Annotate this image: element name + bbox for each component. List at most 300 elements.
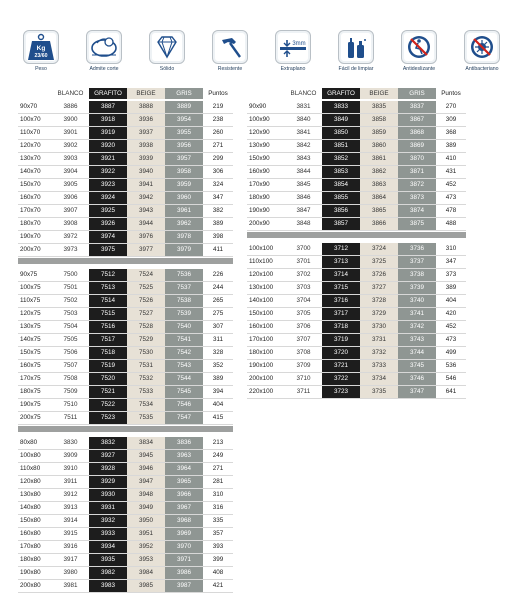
cell-gris: 3969 xyxy=(165,528,203,540)
cell-gris: 7541 xyxy=(165,334,203,346)
row-size: 90x70 xyxy=(20,103,38,110)
cell-gris: 3970 xyxy=(165,541,203,553)
cell-grafito: 3713 xyxy=(322,256,360,268)
cell-blanco: 3844 xyxy=(285,166,322,178)
row-size: 220x100 xyxy=(249,388,274,395)
table-row xyxy=(247,269,466,281)
table-row xyxy=(18,437,233,449)
cell-blanco: 3905 xyxy=(52,179,89,191)
cell-puntos: 324 xyxy=(203,179,233,191)
cell-beige: 3985 xyxy=(127,580,165,592)
cell-grafito: 3849 xyxy=(322,114,360,126)
row-size: 160x80 xyxy=(20,530,41,537)
cell-beige: 3728 xyxy=(360,295,398,307)
cell-beige: 3835 xyxy=(360,101,398,113)
header-puntos: Puntos xyxy=(441,90,461,97)
cell-blanco: 3702 xyxy=(285,269,322,281)
cell-blanco: 3707 xyxy=(285,334,322,346)
group-separator xyxy=(18,258,233,264)
row-size: 160x90 xyxy=(249,168,270,175)
cell-puntos: 478 xyxy=(436,205,466,217)
cell-beige: 3834 xyxy=(127,437,165,449)
cell-grafito: 3715 xyxy=(322,282,360,294)
cell-beige: 7534 xyxy=(127,399,165,411)
cell-puntos: 431 xyxy=(436,166,466,178)
row-size: 150x75 xyxy=(20,349,41,356)
cell-beige: 3725 xyxy=(360,256,398,268)
cell-gris: 3837 xyxy=(398,101,436,113)
table-row xyxy=(18,463,233,475)
cell-gris: 7538 xyxy=(165,295,203,307)
cell-puntos: 404 xyxy=(436,295,466,307)
cell-beige: 3938 xyxy=(127,140,165,152)
cell-puntos: 309 xyxy=(436,114,466,126)
cell-grafito: 3718 xyxy=(322,321,360,333)
row-size: 130x100 xyxy=(249,284,274,291)
cell-gris: 7547 xyxy=(165,412,203,424)
cell-puntos: 270 xyxy=(436,101,466,113)
cell-gris: 7537 xyxy=(165,282,203,294)
cell-beige: 3977 xyxy=(127,244,165,256)
table-row xyxy=(18,127,233,139)
cell-blanco: 3830 xyxy=(52,437,89,449)
table-row xyxy=(18,179,233,191)
cell-blanco: 7509 xyxy=(52,386,89,398)
header-beige: BEIGE xyxy=(127,88,165,99)
table-row xyxy=(18,541,233,553)
feature-resistant xyxy=(205,30,255,72)
cell-blanco: 3908 xyxy=(52,218,89,230)
cell-beige: 7530 xyxy=(127,347,165,359)
header-gris: GRIS xyxy=(398,88,436,99)
hammer-icon xyxy=(212,30,248,64)
cell-beige: 3939 xyxy=(127,153,165,165)
cell-beige: 3941 xyxy=(127,179,165,191)
cell-puntos: 307 xyxy=(203,321,233,333)
row-size: 180x80 xyxy=(20,556,41,563)
feature-label: Admite corte xyxy=(89,66,119,72)
cell-grafito: 3719 xyxy=(322,334,360,346)
cell-puntos: 352 xyxy=(203,360,233,372)
table-row xyxy=(18,218,233,230)
table-row xyxy=(18,450,233,462)
cell-puntos: 357 xyxy=(203,528,233,540)
table-row xyxy=(247,295,466,307)
cell-beige: 3976 xyxy=(127,231,165,243)
table-row xyxy=(18,295,233,307)
row-size: 200x90 xyxy=(249,220,270,227)
table-row xyxy=(18,567,233,579)
cell-blanco: 3916 xyxy=(52,541,89,553)
cell-gris: 3736 xyxy=(398,243,436,255)
cell-gris: 3962 xyxy=(165,218,203,230)
cell-puntos: 389 xyxy=(203,373,233,385)
cell-gris: 3744 xyxy=(398,347,436,359)
cell-gris: 3746 xyxy=(398,373,436,385)
cell-beige: 3860 xyxy=(360,140,398,152)
header-beige: BEIGE xyxy=(360,88,398,99)
cell-gris: 3872 xyxy=(398,179,436,191)
cell-beige: 3861 xyxy=(360,153,398,165)
cell-grafito: 3887 xyxy=(89,101,127,113)
cell-puntos: 420 xyxy=(436,308,466,320)
cell-puntos: 271 xyxy=(203,463,233,475)
cell-gris: 7543 xyxy=(165,360,203,372)
header-blanco: BLANCO xyxy=(52,88,89,99)
cell-blanco: 7511 xyxy=(52,412,89,424)
cell-grafito: 7520 xyxy=(89,373,127,385)
cell-puntos: 398 xyxy=(203,231,233,243)
row-size: 120x90 xyxy=(249,129,270,136)
cell-grafito: 3921 xyxy=(89,153,127,165)
cell-gris: 3870 xyxy=(398,153,436,165)
cell-grafito: 3923 xyxy=(89,179,127,191)
cell-grafito: 3854 xyxy=(322,179,360,191)
cell-grafito: 3722 xyxy=(322,373,360,385)
cell-blanco: 3911 xyxy=(52,476,89,488)
table-row xyxy=(247,166,466,178)
cell-blanco: 7503 xyxy=(52,308,89,320)
table-row xyxy=(247,127,466,139)
cell-grafito: 3922 xyxy=(89,166,127,178)
cell-blanco: 3981 xyxy=(52,580,89,592)
feature-antislip xyxy=(394,30,444,72)
cell-blanco: 3913 xyxy=(52,502,89,514)
cell-gris: 3967 xyxy=(165,502,203,514)
cell-grafito: 3933 xyxy=(89,528,127,540)
cell-beige: 3952 xyxy=(127,541,165,553)
cell-blanco: 3917 xyxy=(52,554,89,566)
cell-grafito: 3723 xyxy=(322,386,360,398)
cell-grafito: 3975 xyxy=(89,244,127,256)
cell-gris: 3963 xyxy=(165,450,203,462)
cell-puntos: 244 xyxy=(203,282,233,294)
table-row xyxy=(247,205,466,217)
table-row xyxy=(247,114,466,126)
cell-blanco: 3700 xyxy=(285,243,322,255)
row-size: 190x90 xyxy=(249,207,270,214)
cell-grafito: 3920 xyxy=(89,140,127,152)
cell-grafito: 3853 xyxy=(322,166,360,178)
table-row xyxy=(247,218,466,230)
cell-blanco: 3901 xyxy=(52,127,89,139)
cell-puntos: 404 xyxy=(203,399,233,411)
cell-beige: 3943 xyxy=(127,205,165,217)
row-size: 150x70 xyxy=(20,181,41,188)
cell-grafito: 3928 xyxy=(89,463,127,475)
cell-grafito: 3855 xyxy=(322,192,360,204)
cell-grafito: 3918 xyxy=(89,114,127,126)
cell-grafito: 7523 xyxy=(89,412,127,424)
row-size: 140x100 xyxy=(249,297,274,304)
cell-blanco: 3848 xyxy=(285,218,322,230)
cell-grafito: 3982 xyxy=(89,567,127,579)
cell-grafito: 3851 xyxy=(322,140,360,152)
cell-grafito: 3924 xyxy=(89,192,127,204)
table-row xyxy=(18,476,233,488)
cell-blanco: 3701 xyxy=(285,256,322,268)
cell-beige: 3940 xyxy=(127,166,165,178)
cell-beige: 3950 xyxy=(127,515,165,527)
cell-gris: 3739 xyxy=(398,282,436,294)
table-row xyxy=(247,321,466,333)
cell-grafito: 7516 xyxy=(89,321,127,333)
cut-icon xyxy=(86,30,122,64)
cell-blanco: 7506 xyxy=(52,347,89,359)
cell-gris: 3874 xyxy=(398,205,436,217)
table-row xyxy=(247,256,466,268)
cell-puntos: 238 xyxy=(203,114,233,126)
cell-puntos: 335 xyxy=(203,515,233,527)
cell-beige: 3727 xyxy=(360,282,398,294)
cell-beige: 3858 xyxy=(360,114,398,126)
cell-beige: 3862 xyxy=(360,166,398,178)
cell-gris: 3868 xyxy=(398,127,436,139)
cell-beige: 3729 xyxy=(360,308,398,320)
cell-gris: 3869 xyxy=(398,140,436,152)
cell-beige: 3863 xyxy=(360,179,398,191)
table-row xyxy=(18,489,233,501)
header-puntos: Puntos xyxy=(208,90,228,97)
table-row xyxy=(247,386,466,398)
cell-gris: 3966 xyxy=(165,489,203,501)
cell-puntos: 265 xyxy=(203,295,233,307)
row-size: 100x90 xyxy=(249,116,270,123)
feature-label: Antideslizante xyxy=(402,66,436,72)
cell-puntos: 410 xyxy=(436,153,466,165)
cell-beige: 3888 xyxy=(127,101,165,113)
cell-gris: 3740 xyxy=(398,295,436,307)
cell-gris: 3965 xyxy=(165,476,203,488)
feature-cut xyxy=(79,30,129,72)
cell-gris: 3741 xyxy=(398,308,436,320)
cell-puntos: 275 xyxy=(203,308,233,320)
cell-blanco: 3973 xyxy=(52,244,89,256)
cell-grafito: 7515 xyxy=(89,308,127,320)
cell-blanco: 3907 xyxy=(52,205,89,217)
row-size: 200x100 xyxy=(249,375,274,382)
cell-grafito: 3833 xyxy=(322,101,360,113)
cell-grafito: 7517 xyxy=(89,334,127,346)
cell-blanco: 3886 xyxy=(52,101,89,113)
table-row xyxy=(18,205,233,217)
cell-gris: 3958 xyxy=(165,166,203,178)
cell-grafito: 7519 xyxy=(89,360,127,372)
cell-puntos: 452 xyxy=(436,321,466,333)
cell-gris: 3873 xyxy=(398,192,436,204)
row-size: 120x80 xyxy=(20,478,41,485)
header-grafito: GRAFITO xyxy=(89,88,127,99)
table-row xyxy=(18,308,233,320)
cell-gris: 7545 xyxy=(165,386,203,398)
cell-grafito: 3929 xyxy=(89,476,127,488)
row-size: 130x75 xyxy=(20,323,41,330)
cell-blanco: 3840 xyxy=(285,114,322,126)
cell-blanco: 3842 xyxy=(285,140,322,152)
cell-puntos: 408 xyxy=(203,567,233,579)
row-size: 100x70 xyxy=(20,116,41,123)
cell-beige: 3726 xyxy=(360,269,398,281)
cell-grafito: 3974 xyxy=(89,231,127,243)
row-size: 130x90 xyxy=(249,142,270,149)
row-size: 100x80 xyxy=(20,452,41,459)
cell-gris: 3743 xyxy=(398,334,436,346)
cell-blanco: 7500 xyxy=(52,269,89,281)
cell-grafito: 3925 xyxy=(89,205,127,217)
table-row xyxy=(18,114,233,126)
feature-label: Resistente xyxy=(217,66,243,72)
table-row xyxy=(247,192,466,204)
header-grafito: GRAFITO xyxy=(322,88,360,99)
cell-beige: 7529 xyxy=(127,334,165,346)
cell-grafito: 7514 xyxy=(89,295,127,307)
cell-blanco: 3980 xyxy=(52,567,89,579)
table-row xyxy=(18,528,233,540)
cell-blanco: 3845 xyxy=(285,179,322,191)
cell-blanco: 7505 xyxy=(52,334,89,346)
cell-gris: 3987 xyxy=(165,580,203,592)
cell-beige: 3937 xyxy=(127,127,165,139)
row-divider xyxy=(247,230,466,231)
cell-gris: 3957 xyxy=(165,153,203,165)
feature-antibacterial xyxy=(457,30,507,72)
cell-beige: 3864 xyxy=(360,192,398,204)
cell-blanco: 3709 xyxy=(285,360,322,372)
cell-puntos: 382 xyxy=(203,205,233,217)
cell-puntos: 219 xyxy=(203,101,233,113)
cell-beige: 7527 xyxy=(127,308,165,320)
table-row xyxy=(247,153,466,165)
cell-blanco: 7510 xyxy=(52,399,89,411)
table-row xyxy=(247,373,466,385)
cell-puntos: 328 xyxy=(203,347,233,359)
row-size: 160x70 xyxy=(20,194,41,201)
cell-blanco: 3909 xyxy=(52,450,89,462)
cell-puntos: 452 xyxy=(436,179,466,191)
cell-grafito: 3717 xyxy=(322,308,360,320)
cell-grafito: 3926 xyxy=(89,218,127,230)
feature-weight xyxy=(16,30,66,72)
row-size: 110x75 xyxy=(20,297,41,304)
group-separator xyxy=(18,426,233,432)
feature-solid xyxy=(142,30,192,72)
row-size: 190x75 xyxy=(20,401,41,408)
feature-label: Sólido xyxy=(159,66,175,72)
header-blanco: BLANCO xyxy=(285,88,322,99)
cell-gris: 3956 xyxy=(165,140,203,152)
cell-gris: 3745 xyxy=(398,360,436,372)
cell-blanco: 3843 xyxy=(285,153,322,165)
cell-puntos: 389 xyxy=(436,140,466,152)
table-row xyxy=(18,515,233,527)
cell-beige: 3945 xyxy=(127,450,165,462)
feature-label: Antibacteriano xyxy=(465,66,499,72)
cell-gris: 7542 xyxy=(165,347,203,359)
row-size: 90x90 xyxy=(249,103,267,110)
cell-gris: 7544 xyxy=(165,373,203,385)
cell-beige: 3953 xyxy=(127,554,165,566)
row-divider xyxy=(247,398,466,399)
cell-grafito: 3856 xyxy=(322,205,360,217)
cell-blanco: 3902 xyxy=(52,140,89,152)
cell-puntos: 306 xyxy=(203,166,233,178)
cell-beige: 3942 xyxy=(127,192,165,204)
cell-gris: 3978 xyxy=(165,231,203,243)
cell-beige: 3948 xyxy=(127,489,165,501)
row-size: 200x80 xyxy=(20,582,41,589)
cell-gris: 3964 xyxy=(165,463,203,475)
table-row xyxy=(18,412,233,424)
cell-beige: 7526 xyxy=(127,295,165,307)
cell-grafito: 7522 xyxy=(89,399,127,411)
row-divider xyxy=(18,592,233,593)
cell-blanco: 3705 xyxy=(285,308,322,320)
cell-beige: 7524 xyxy=(127,269,165,281)
cell-puntos: 641 xyxy=(436,386,466,398)
table-row xyxy=(18,334,233,346)
table-row xyxy=(18,502,233,514)
weight-badge-top: Kg xyxy=(36,45,46,52)
cell-beige: 7528 xyxy=(127,321,165,333)
cell-beige: 3724 xyxy=(360,243,398,255)
feature-extraflat xyxy=(268,30,318,72)
row-size: 110x80 xyxy=(20,465,41,472)
table-row xyxy=(18,360,233,372)
cell-blanco: 7507 xyxy=(52,360,89,372)
cell-puntos: 213 xyxy=(203,437,233,449)
feature-icon-strip xyxy=(16,30,499,78)
cell-gris: 3871 xyxy=(398,166,436,178)
cell-beige: 3733 xyxy=(360,360,398,372)
cell-grafito: 3712 xyxy=(322,243,360,255)
row-size: 190x100 xyxy=(249,362,274,369)
table-row xyxy=(18,321,233,333)
table-row xyxy=(18,282,233,294)
cell-gris: 3955 xyxy=(165,127,203,139)
cell-beige: 3731 xyxy=(360,334,398,346)
cell-blanco: 7508 xyxy=(52,373,89,385)
cell-blanco: 3847 xyxy=(285,205,322,217)
cell-puntos: 373 xyxy=(436,269,466,281)
cell-grafito: 3832 xyxy=(89,437,127,449)
cell-puntos: 536 xyxy=(436,360,466,372)
cell-puntos: 368 xyxy=(436,127,466,139)
cell-grafito: 3931 xyxy=(89,502,127,514)
cell-puntos: 311 xyxy=(203,334,233,346)
row-size: 190x70 xyxy=(20,233,41,240)
cell-gris: 3737 xyxy=(398,256,436,268)
cell-beige: 3734 xyxy=(360,373,398,385)
table-row xyxy=(247,243,466,255)
cell-beige: 3732 xyxy=(360,347,398,359)
cell-blanco: 3711 xyxy=(285,386,322,398)
cell-gris: 3889 xyxy=(165,101,203,113)
cell-puntos: 347 xyxy=(436,256,466,268)
row-size: 100x100 xyxy=(249,245,274,252)
cell-blanco: 3900 xyxy=(52,114,89,126)
cell-puntos: 473 xyxy=(436,192,466,204)
cell-blanco: 3914 xyxy=(52,515,89,527)
cell-gris: 7539 xyxy=(165,308,203,320)
cell-grafito: 3850 xyxy=(322,127,360,139)
cell-gris: 3747 xyxy=(398,386,436,398)
row-size: 170x100 xyxy=(249,336,274,343)
cell-grafito: 3934 xyxy=(89,541,127,553)
row-divider xyxy=(18,256,233,257)
cell-gris: 3867 xyxy=(398,114,436,126)
cell-blanco: 3708 xyxy=(285,347,322,359)
table-row xyxy=(18,166,233,178)
